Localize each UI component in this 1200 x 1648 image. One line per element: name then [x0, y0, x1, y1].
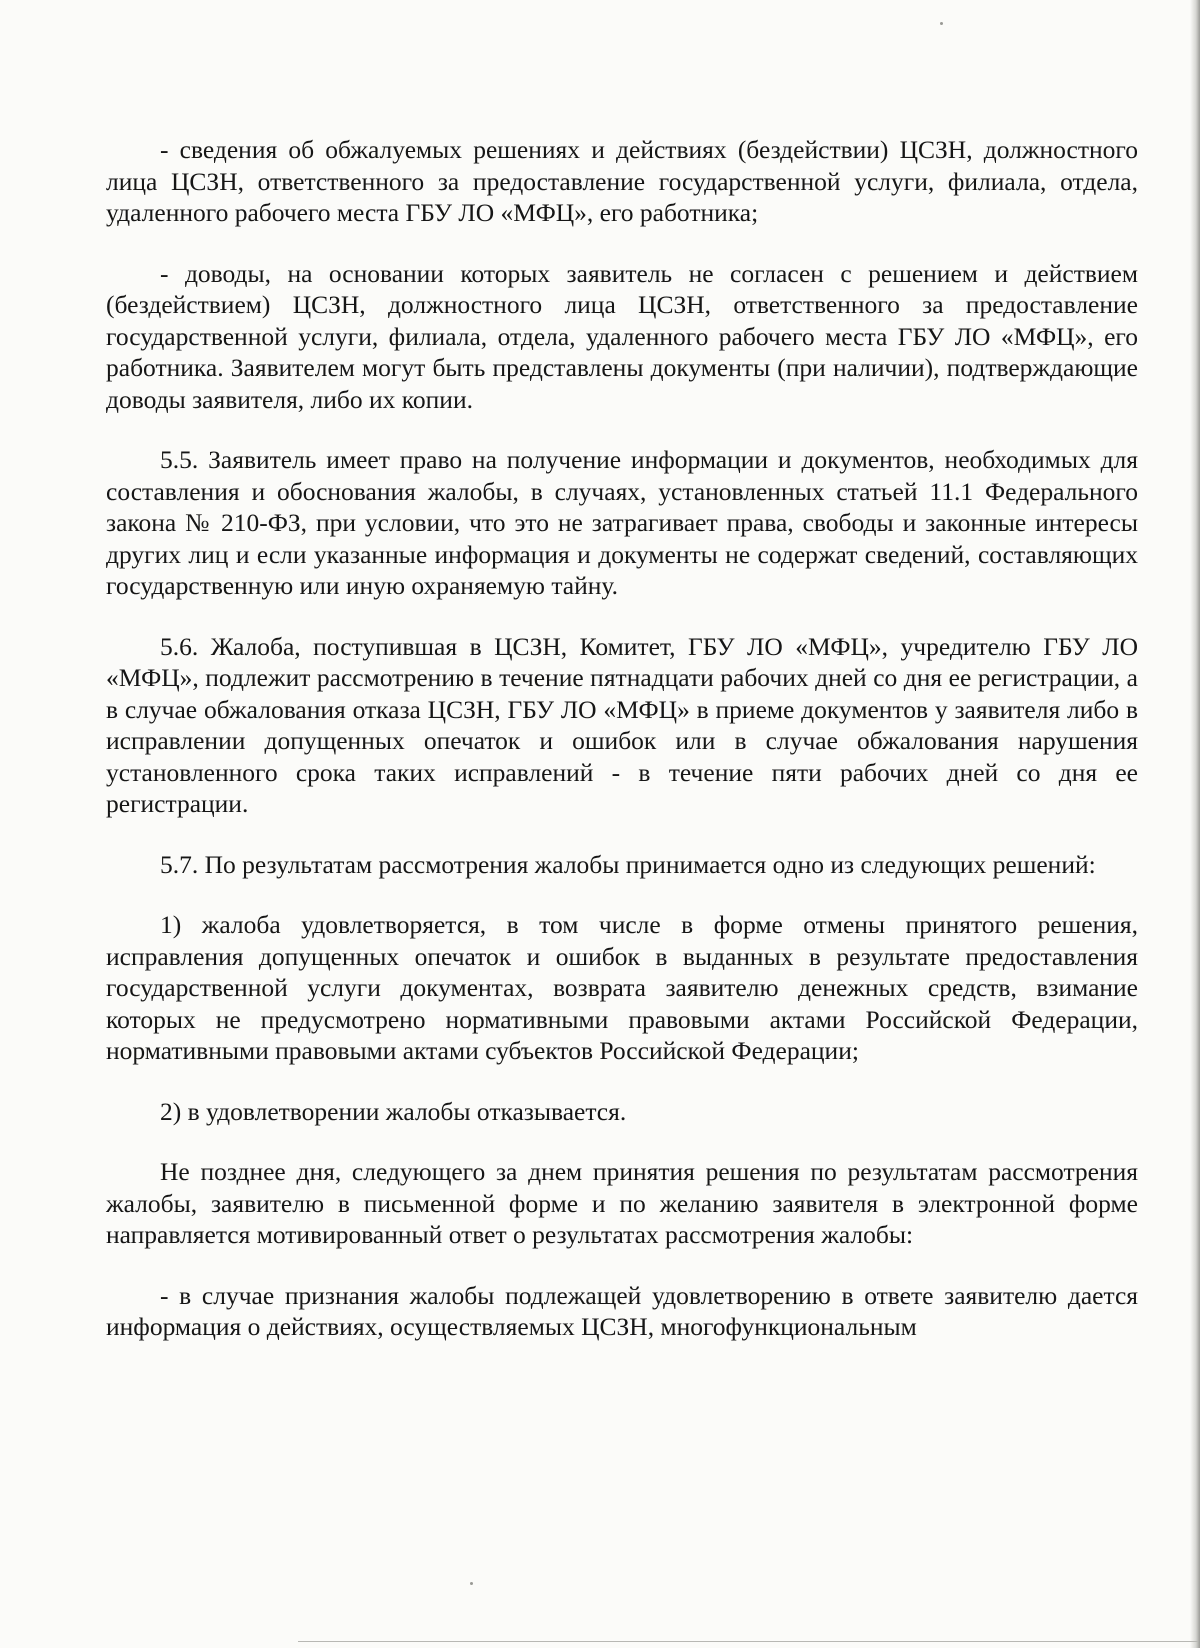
paragraph-applicant-arguments: - доводы, на основании которых заявитель не согласен с решением и действием (бездействием) ЦСЗН, должностного лица ЦСЗН, ответственного за предоставление государственной услуги, филиала, отдела, удаленного рабочего места ГБУ ЛО «МФЦ», его работника. Заявителем могут быть представлены документы (при наличии), подтверждающие доводы заявителя, либо их копии.	[106, 258, 1138, 414]
paragraph-reasoned-response: Не позднее дня, следующего за днем принятия решения по результатам рассмотрения жалобы, заявителю в письменной форме и по желанию заявителя в электронной форме направляется мотивированный ответ о результатах рассмотрения жалобы:	[106, 1157, 1138, 1249]
page-bottom-edge	[298, 1641, 1198, 1642]
document-body	[106, 134, 1138, 1343]
list-item-complaint-rejected: 2) в удовлетворении жалобы отказывается.	[160, 1096, 627, 1126]
list-item-complaint-satisfied: 1) жалоба удовлетворяется, в том числе в форме отмены принятого решения, исправления допущенных опечаток и ошибок в выданных в результате предоставления государственной услуги документах, возврата заявителю денежных средств, взимание которых не предусмотрено нормативными правовыми актами Российской Федерации, нормативными правовыми актами субъектов Российской Федерации;	[106, 910, 1138, 1065]
paragraph-5-5-right-to-information: 5.5. Заявитель имеет право на получение информации и документов, необходимых для составления и обоснования жалобы, в случаях, установленных статьей 11.1 Федерального закона № 210-ФЗ, при условии, что это не затрагивает права, свободы и законные интересы других лиц и если указанные информация и документы не содержат сведений, составляющих государственную или иную охраняемую тайну.	[106, 445, 1138, 600]
scan-edge-shadow	[1190, 0, 1200, 1648]
paragraph-appealed-decisions-info: - сведения об обжалуемых решениях и действиях (бездействии) ЦСЗН, должностного лица ЦСЗН, ответственного за предоставление государственной услуги, филиала, отдела, удаленного рабочего места ГБУ ЛО «МФЦ», его работника;	[106, 135, 1138, 227]
paragraph-satisfied-response-info: - в случае признания жалобы подлежащей удовлетворению в ответе заявителю дается информация о действиях, осуществляемых ЦСЗН, многофункциональным	[106, 1280, 1138, 1341]
paragraph-5-6-complaint-review-term: 5.6. Жалоба, поступившая в ЦСЗН, Комитет, ГБУ ЛО «МФЦ», учредителю ГБУ ЛО «МФЦ», подлежит рассмотрению в течение пятнадцати рабочих дней со дня ее регистрации, а в случае обжалования отказа ЦСЗН, ГБУ ЛО «МФЦ» в приеме документов у заявителя либо в исправлении допущенных опечаток и ошибок или в случае обжалования нарушения установленного срока таких исправлений - в течение пяти рабочих дней со дня ее регистрации.	[106, 631, 1138, 818]
scan-speck	[470, 1582, 473, 1585]
paragraph-5-7-review-results: 5.7. По результатам рассмотрения жалобы принимается одно из следующих решений:	[160, 849, 1096, 879]
scan-speck	[940, 22, 943, 25]
